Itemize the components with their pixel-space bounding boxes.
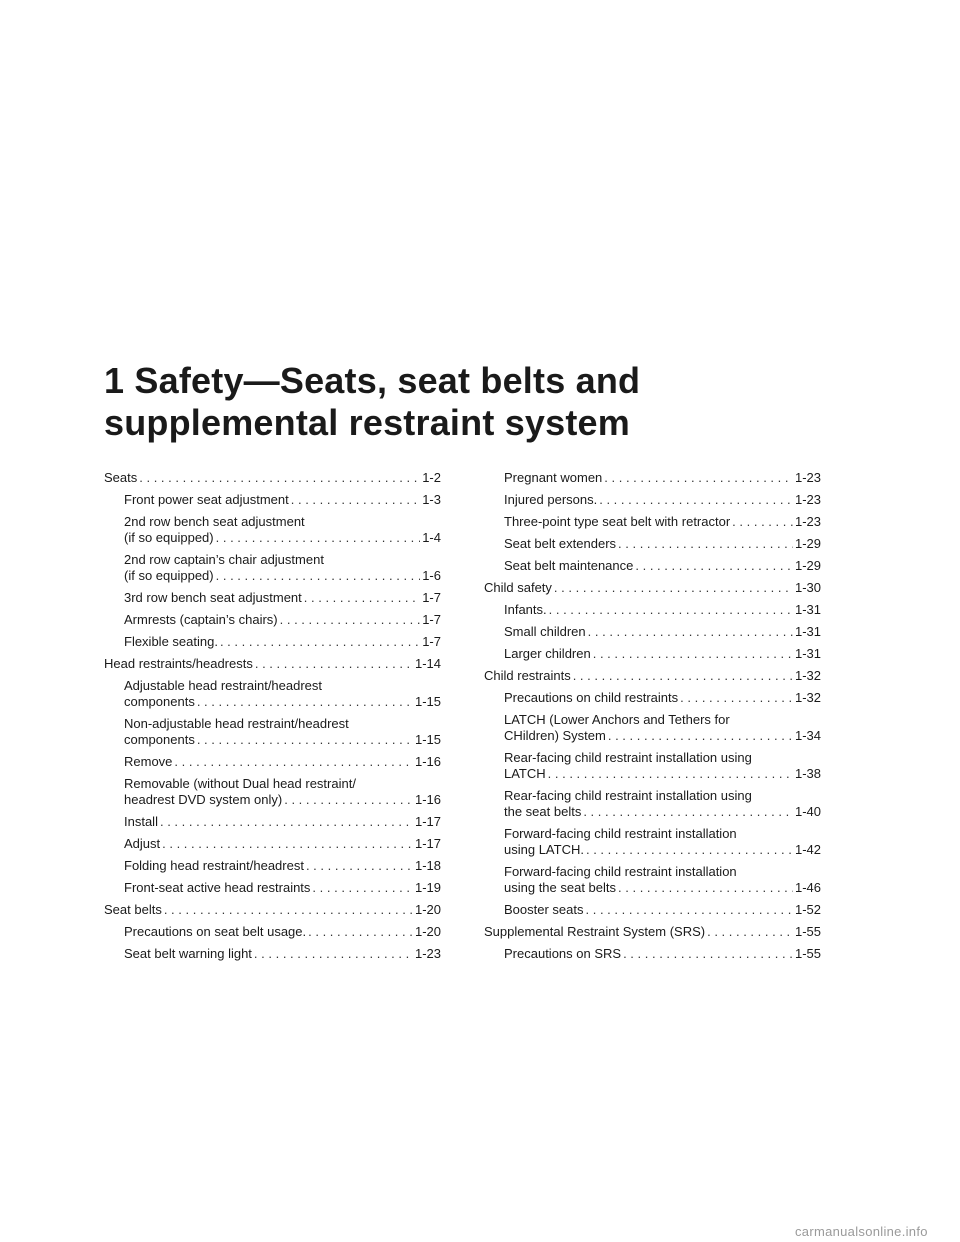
dot-leader — [284, 792, 413, 808]
toc-entry-text: using the seat belts — [504, 880, 617, 895]
toc-entry-text: LATCH — [504, 766, 546, 781]
toc-subsection-entry[interactable] — [484, 470, 821, 486]
toc-entry-text: Seat belts — [104, 902, 162, 917]
toc-entry-text: Infants. — [504, 602, 547, 617]
toc-subsection-entry[interactable] — [484, 712, 821, 744]
toc-entry-text: Larger children — [504, 646, 591, 661]
toc-page-number: 1-30 — [794, 580, 821, 595]
dot-leader — [254, 946, 413, 962]
toc-entry-text-line: Removable (without Dual head restraint/ — [124, 776, 356, 791]
toc-section-entry[interactable] — [484, 668, 821, 684]
toc-entry-row — [124, 732, 441, 748]
dot-leader — [635, 558, 793, 574]
toc-entry-row — [124, 492, 441, 508]
toc-entry-text-line: LATCH (Lower Anchors and Tethers for — [504, 712, 730, 727]
dot-leader — [312, 880, 413, 896]
toc-section-entry[interactable] — [484, 924, 821, 940]
toc-entry-row — [504, 558, 821, 574]
toc-entry-text: Precautions on seat belt usage. — [124, 924, 307, 939]
dot-leader — [139, 470, 420, 486]
toc-entry-row — [124, 946, 441, 962]
toc-entry-row — [124, 924, 441, 940]
dot-leader — [623, 946, 793, 962]
toc-entry-text: Supplemental Restraint System (SRS) — [484, 924, 706, 939]
dot-leader — [220, 634, 420, 650]
toc-page-number: 1-23 — [414, 946, 441, 961]
toc-entry-row — [504, 624, 821, 640]
toc-page-number: 1-55 — [794, 946, 821, 961]
toc-section-entry[interactable] — [104, 656, 441, 672]
toc-entry-row — [504, 880, 821, 896]
dot-leader — [160, 814, 413, 830]
toc-entry-row — [104, 470, 441, 486]
toc-entry-text: (if so equipped) — [124, 530, 214, 545]
toc-entry-text: Flexible seating. — [124, 634, 218, 649]
toc-page-number: 1-7 — [422, 634, 441, 649]
toc-entry-row — [124, 880, 441, 896]
toc-page-number: 1-46 — [794, 880, 821, 895]
dot-leader — [586, 842, 793, 858]
toc-subsection-entry[interactable] — [104, 552, 441, 584]
dot-leader — [618, 880, 793, 896]
toc-entry-text: Precautions on child restraints — [504, 690, 679, 705]
toc-section-entry[interactable] — [484, 580, 821, 596]
toc-page-number: 1-17 — [414, 836, 441, 851]
toc-left-column — [104, 470, 441, 968]
toc-entry-text: Armrests (captain’s chairs) — [124, 612, 278, 627]
toc-entry-text: Seat belt warning light — [124, 946, 252, 961]
toc-page-number: 1-7 — [422, 612, 441, 627]
dot-leader — [255, 656, 413, 672]
dot-leader — [308, 924, 413, 940]
toc-entry-text: using LATCH. — [504, 842, 584, 857]
toc-subsection-entry[interactable] — [104, 678, 441, 710]
dot-leader — [732, 514, 793, 530]
toc-entry-row — [124, 634, 441, 650]
toc-entry-row — [504, 536, 821, 552]
toc-entry-row — [104, 656, 441, 672]
toc-subsection-entry[interactable] — [484, 690, 821, 706]
toc-page-number: 1-15 — [414, 732, 441, 747]
dot-leader — [608, 728, 793, 744]
toc-entry-row — [124, 590, 441, 606]
toc-subsection-entry[interactable] — [484, 864, 821, 896]
toc-page-number: 1-7 — [422, 590, 441, 605]
toc-subsection-entry[interactable] — [104, 716, 441, 748]
toc-entry-text: Precautions on SRS — [504, 946, 622, 961]
dot-leader — [680, 690, 793, 706]
toc-entry-text: headrest DVD system only) — [124, 792, 283, 807]
toc-entry-text-line: Adjustable head restraint/headrest — [124, 678, 323, 693]
toc-entry-text: 3rd row bench seat adjustment — [124, 590, 302, 605]
dot-leader — [707, 924, 793, 940]
toc-subsection-entry[interactable] — [104, 946, 441, 962]
dot-leader — [586, 902, 793, 918]
toc-entry-text: components — [124, 694, 195, 709]
toc-entry-text: CHildren) System — [504, 728, 606, 743]
toc-subsection-entry[interactable] — [104, 754, 441, 770]
toc-page-number: 1-23 — [794, 514, 821, 529]
dot-leader — [604, 470, 793, 486]
toc-page-number: 1-34 — [794, 728, 821, 743]
toc-page-number: 1-29 — [794, 558, 821, 573]
toc-subsection-entry[interactable] — [484, 750, 821, 782]
toc-page-number: 1-38 — [794, 766, 821, 781]
toc-entry-row — [504, 690, 821, 706]
toc-entry-row — [504, 492, 821, 508]
toc-page-number: 1-19 — [414, 880, 441, 895]
toc-entry-row — [124, 836, 441, 852]
dot-leader — [583, 804, 793, 820]
toc-entry-row — [124, 814, 441, 830]
toc-entry-row — [504, 602, 821, 618]
toc-subsection-entry[interactable] — [484, 514, 821, 530]
toc-page-number: 1-31 — [794, 602, 821, 617]
toc-entry-text-line: 2nd row bench seat adjustment — [124, 514, 305, 529]
toc-entry-text: Front power seat adjustment — [124, 492, 289, 507]
toc-entry-row — [484, 924, 821, 940]
dot-leader — [548, 766, 793, 782]
toc-page-number: 1-42 — [794, 842, 821, 857]
toc-subsection-entry[interactable] — [104, 492, 441, 508]
toc-entry-row — [504, 728, 821, 744]
toc-entry-text: components — [124, 732, 195, 747]
toc-page-number: 1-15 — [414, 694, 441, 709]
toc-entry-text: Seat belt maintenance — [504, 558, 634, 573]
chapter-title-line-2: supplemental restraint system — [104, 402, 630, 443]
dot-leader — [197, 694, 413, 710]
toc-entry-text-line: Forward-facing child restraint installation — [504, 826, 737, 841]
toc-page-number: 1-55 — [794, 924, 821, 939]
toc-entry-row — [484, 668, 821, 684]
toc-page-number: 1-20 — [414, 902, 441, 917]
toc-entry-text: Child safety — [484, 580, 552, 595]
toc-page-number: 1-29 — [794, 536, 821, 551]
watermark: carmanualsonline.info — [795, 1224, 928, 1239]
toc-entry-row — [504, 646, 821, 662]
toc-page-number: 1-3 — [422, 492, 441, 507]
toc-subsection-entry[interactable] — [104, 924, 441, 940]
toc-page-number: 1-23 — [794, 492, 821, 507]
dot-leader — [618, 536, 793, 552]
toc-page-number: 1-52 — [794, 902, 821, 917]
toc-page-number: 1-32 — [794, 690, 821, 705]
toc-page-number: 1-4 — [422, 530, 441, 545]
toc-entry-text: Child restraints — [484, 668, 571, 683]
toc-entry-row — [124, 694, 441, 710]
toc-entry-row — [124, 530, 441, 546]
toc-subsection-entry[interactable] — [484, 602, 821, 618]
dot-leader — [599, 492, 793, 508]
toc-subsection-entry[interactable] — [484, 902, 821, 918]
toc-page-number: 1-6 — [422, 568, 441, 583]
toc-page-number: 1-16 — [414, 792, 441, 807]
toc-entry-text-line: 2nd row captain’s chair adjustment — [124, 552, 324, 567]
toc-entry-text: the seat belts — [504, 804, 582, 819]
toc-subsection-entry[interactable] — [484, 624, 821, 640]
toc-page-number: 1-14 — [414, 656, 441, 671]
toc-subsection-entry[interactable] — [104, 514, 441, 546]
toc-entry-row — [124, 792, 441, 808]
toc-page-number: 1-17 — [414, 814, 441, 829]
toc-entry-text: Three-point type seat belt with retractor — [504, 514, 731, 529]
chapter-title-line-1: 1 Safety—Seats, seat belts and — [104, 360, 641, 401]
toc-entry-row — [124, 568, 441, 584]
dot-leader — [593, 646, 793, 662]
toc-page-number: 1-2 — [422, 470, 441, 485]
dot-leader — [280, 612, 421, 628]
toc-subsection-entry[interactable] — [104, 590, 441, 606]
toc-page-number: 1-20 — [414, 924, 441, 939]
toc-entry-row — [504, 902, 821, 918]
toc-subsection-entry[interactable] — [104, 634, 441, 650]
dot-leader — [174, 754, 413, 770]
dot-leader — [216, 530, 421, 546]
dot-leader — [554, 580, 793, 596]
toc-entry-text: Install — [124, 814, 158, 829]
toc-page-number: 1-18 — [414, 858, 441, 873]
toc-entry-row — [504, 470, 821, 486]
toc-entry-text: Pregnant women — [504, 470, 603, 485]
toc-entry-text: Small children — [504, 624, 586, 639]
toc-subsection-entry[interactable] — [484, 558, 821, 574]
toc-subsection-entry[interactable] — [104, 880, 441, 896]
toc-entry-row — [504, 766, 821, 782]
toc-entry-text: (if so equipped) — [124, 568, 214, 583]
toc-entry-text: Injured persons. — [504, 492, 598, 507]
toc-entry-text: Booster seats — [504, 902, 584, 917]
toc-subsection-entry[interactable] — [484, 788, 821, 820]
toc-page-number: 1-23 — [794, 470, 821, 485]
toc-entry-text-line: Rear-facing child restraint installation using — [504, 750, 752, 765]
toc-entry-text: Folding head restraint/headrest — [124, 858, 304, 873]
toc-entry-text: Remove — [124, 754, 173, 769]
toc-entry-row — [504, 946, 821, 962]
dot-leader — [304, 590, 420, 606]
toc-subsection-entry[interactable] — [104, 814, 441, 830]
dot-leader — [197, 732, 413, 748]
toc-subsection-entry[interactable] — [104, 612, 441, 628]
toc-entry-text: Head restraints/headrests — [104, 656, 253, 671]
toc-entry-row — [124, 754, 441, 770]
toc-subsection-entry[interactable] — [484, 646, 821, 662]
dot-leader — [573, 668, 793, 684]
toc-subsection-entry[interactable] — [484, 826, 821, 858]
toc-page-number: 1-16 — [414, 754, 441, 769]
toc-section-entry[interactable] — [104, 902, 441, 918]
dot-leader — [216, 568, 421, 584]
toc-page-number: 1-31 — [794, 646, 821, 661]
toc-entry-row — [104, 902, 441, 918]
dot-leader — [164, 902, 413, 918]
toc-entry-row — [504, 842, 821, 858]
dot-leader — [306, 858, 413, 874]
toc-entry-text: Seat belt extenders — [504, 536, 617, 551]
toc-entry-row — [484, 580, 821, 596]
toc-entry-text-line: Forward-facing child restraint installation — [504, 864, 737, 879]
toc-entry-row — [504, 804, 821, 820]
dot-leader — [162, 836, 413, 852]
toc-subsection-entry[interactable] — [484, 536, 821, 552]
dot-leader — [549, 602, 793, 618]
toc-entry-row — [124, 612, 441, 628]
toc-entry-text: Adjust — [124, 836, 161, 851]
toc-subsection-entry[interactable] — [104, 836, 441, 852]
toc-section-entry[interactable] — [104, 470, 441, 486]
toc-page-number: 1-31 — [794, 624, 821, 639]
toc-subsection-entry[interactable] — [104, 776, 441, 808]
toc-entry-row — [124, 858, 441, 874]
dot-leader — [588, 624, 793, 640]
toc-subsection-entry[interactable] — [484, 946, 821, 962]
toc-page-number: 1-32 — [794, 668, 821, 683]
toc-entry-text-line: Non-adjustable head restraint/headrest — [124, 716, 349, 731]
toc-entry-text: Front-seat active head restraints — [124, 880, 311, 895]
toc-page-number: 1-40 — [794, 804, 821, 819]
dot-leader — [291, 492, 420, 508]
toc-right-column — [484, 470, 821, 968]
toc-subsection-entry[interactable] — [484, 492, 821, 508]
toc-subsection-entry[interactable] — [104, 858, 441, 874]
toc-entry-row — [504, 514, 821, 530]
toc-entry-text: Seats — [104, 470, 138, 485]
toc-entry-text-line: Rear-facing child restraint installation using — [504, 788, 752, 803]
chapter-title — [104, 360, 640, 444]
